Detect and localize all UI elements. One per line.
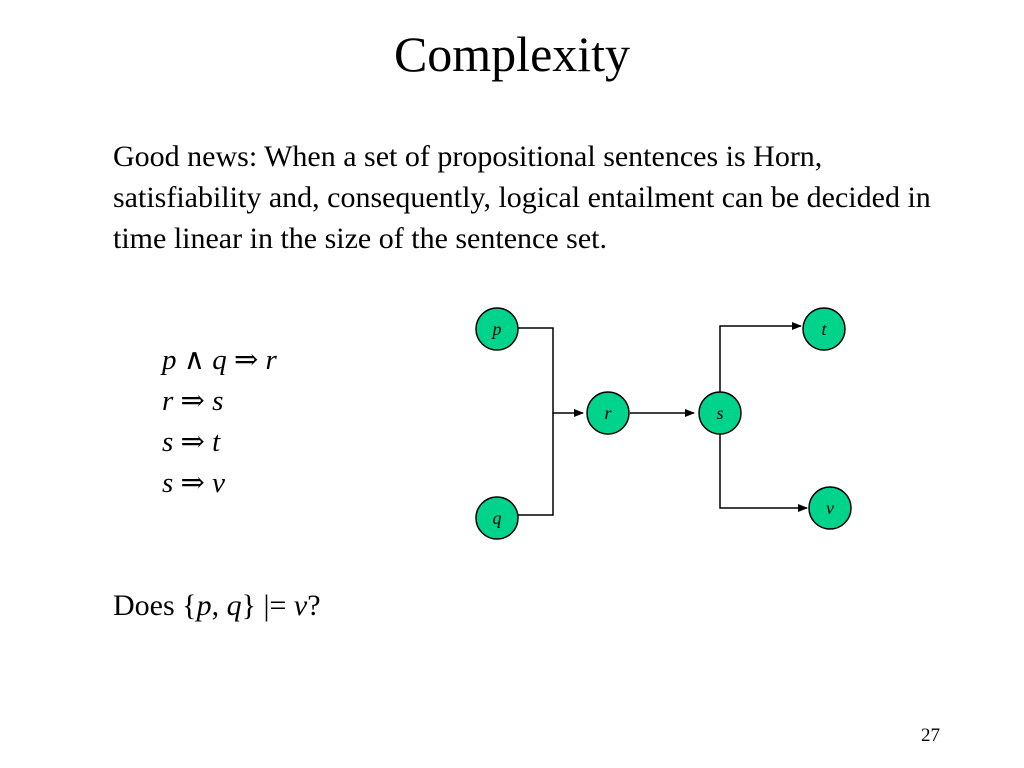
node-p	[476, 308, 518, 350]
edge-s-to-v	[720, 434, 807, 508]
node-r	[587, 392, 629, 434]
query-comma: ,	[211, 589, 227, 622]
edge-q-to-r	[518, 413, 553, 515]
slide-title: Complexity	[393, 26, 631, 82]
node-s-label: s	[716, 403, 724, 423]
query-prefix: Does	[113, 589, 175, 622]
query-q: q	[226, 589, 242, 622]
node-v	[809, 487, 851, 529]
edge-s-to-t	[720, 326, 801, 393]
query-close-brace: }	[241, 589, 256, 622]
rule-1-arrow: ⇒	[233, 344, 259, 376]
node-p-label: p	[492, 319, 502, 339]
rule-4-premise: s	[162, 467, 174, 499]
node-t	[803, 308, 845, 350]
node-q	[476, 497, 518, 539]
rule-1-conclusion: r	[265, 344, 277, 376]
node-r-label: r	[604, 403, 612, 423]
query-entails: |=	[263, 589, 287, 622]
rule-3-premise: s	[162, 426, 174, 458]
node-s	[699, 392, 741, 434]
rule-4-conclusion: v	[212, 467, 225, 499]
rule-3-arrow: ⇒	[180, 426, 205, 458]
query-v: v	[293, 589, 308, 622]
rule-2-arrow: ⇒	[180, 385, 205, 417]
page-number: 27	[921, 725, 940, 746]
node-t-label: t	[821, 319, 827, 339]
rule-3-conclusion: t	[212, 426, 221, 458]
intro-paragraph: Good news: When a set of propositional sentences is Horn, satisfiability and, consequently, logical entailment can be decided in time linear in the size of the sentence set.	[113, 140, 931, 255]
rule-2-conclusion: s	[212, 385, 224, 417]
rule-2-premise: r	[162, 385, 174, 417]
rule-1-premise: p ∧ q	[162, 344, 227, 376]
query-p: p	[196, 589, 212, 622]
rule-4-arrow: ⇒	[180, 467, 205, 499]
edge-p-to-r	[518, 328, 583, 413]
query-open-brace: {	[182, 589, 197, 622]
node-v-label: v	[826, 498, 834, 518]
query-suffix: ?	[307, 589, 321, 622]
node-q-label: q	[492, 508, 502, 528]
